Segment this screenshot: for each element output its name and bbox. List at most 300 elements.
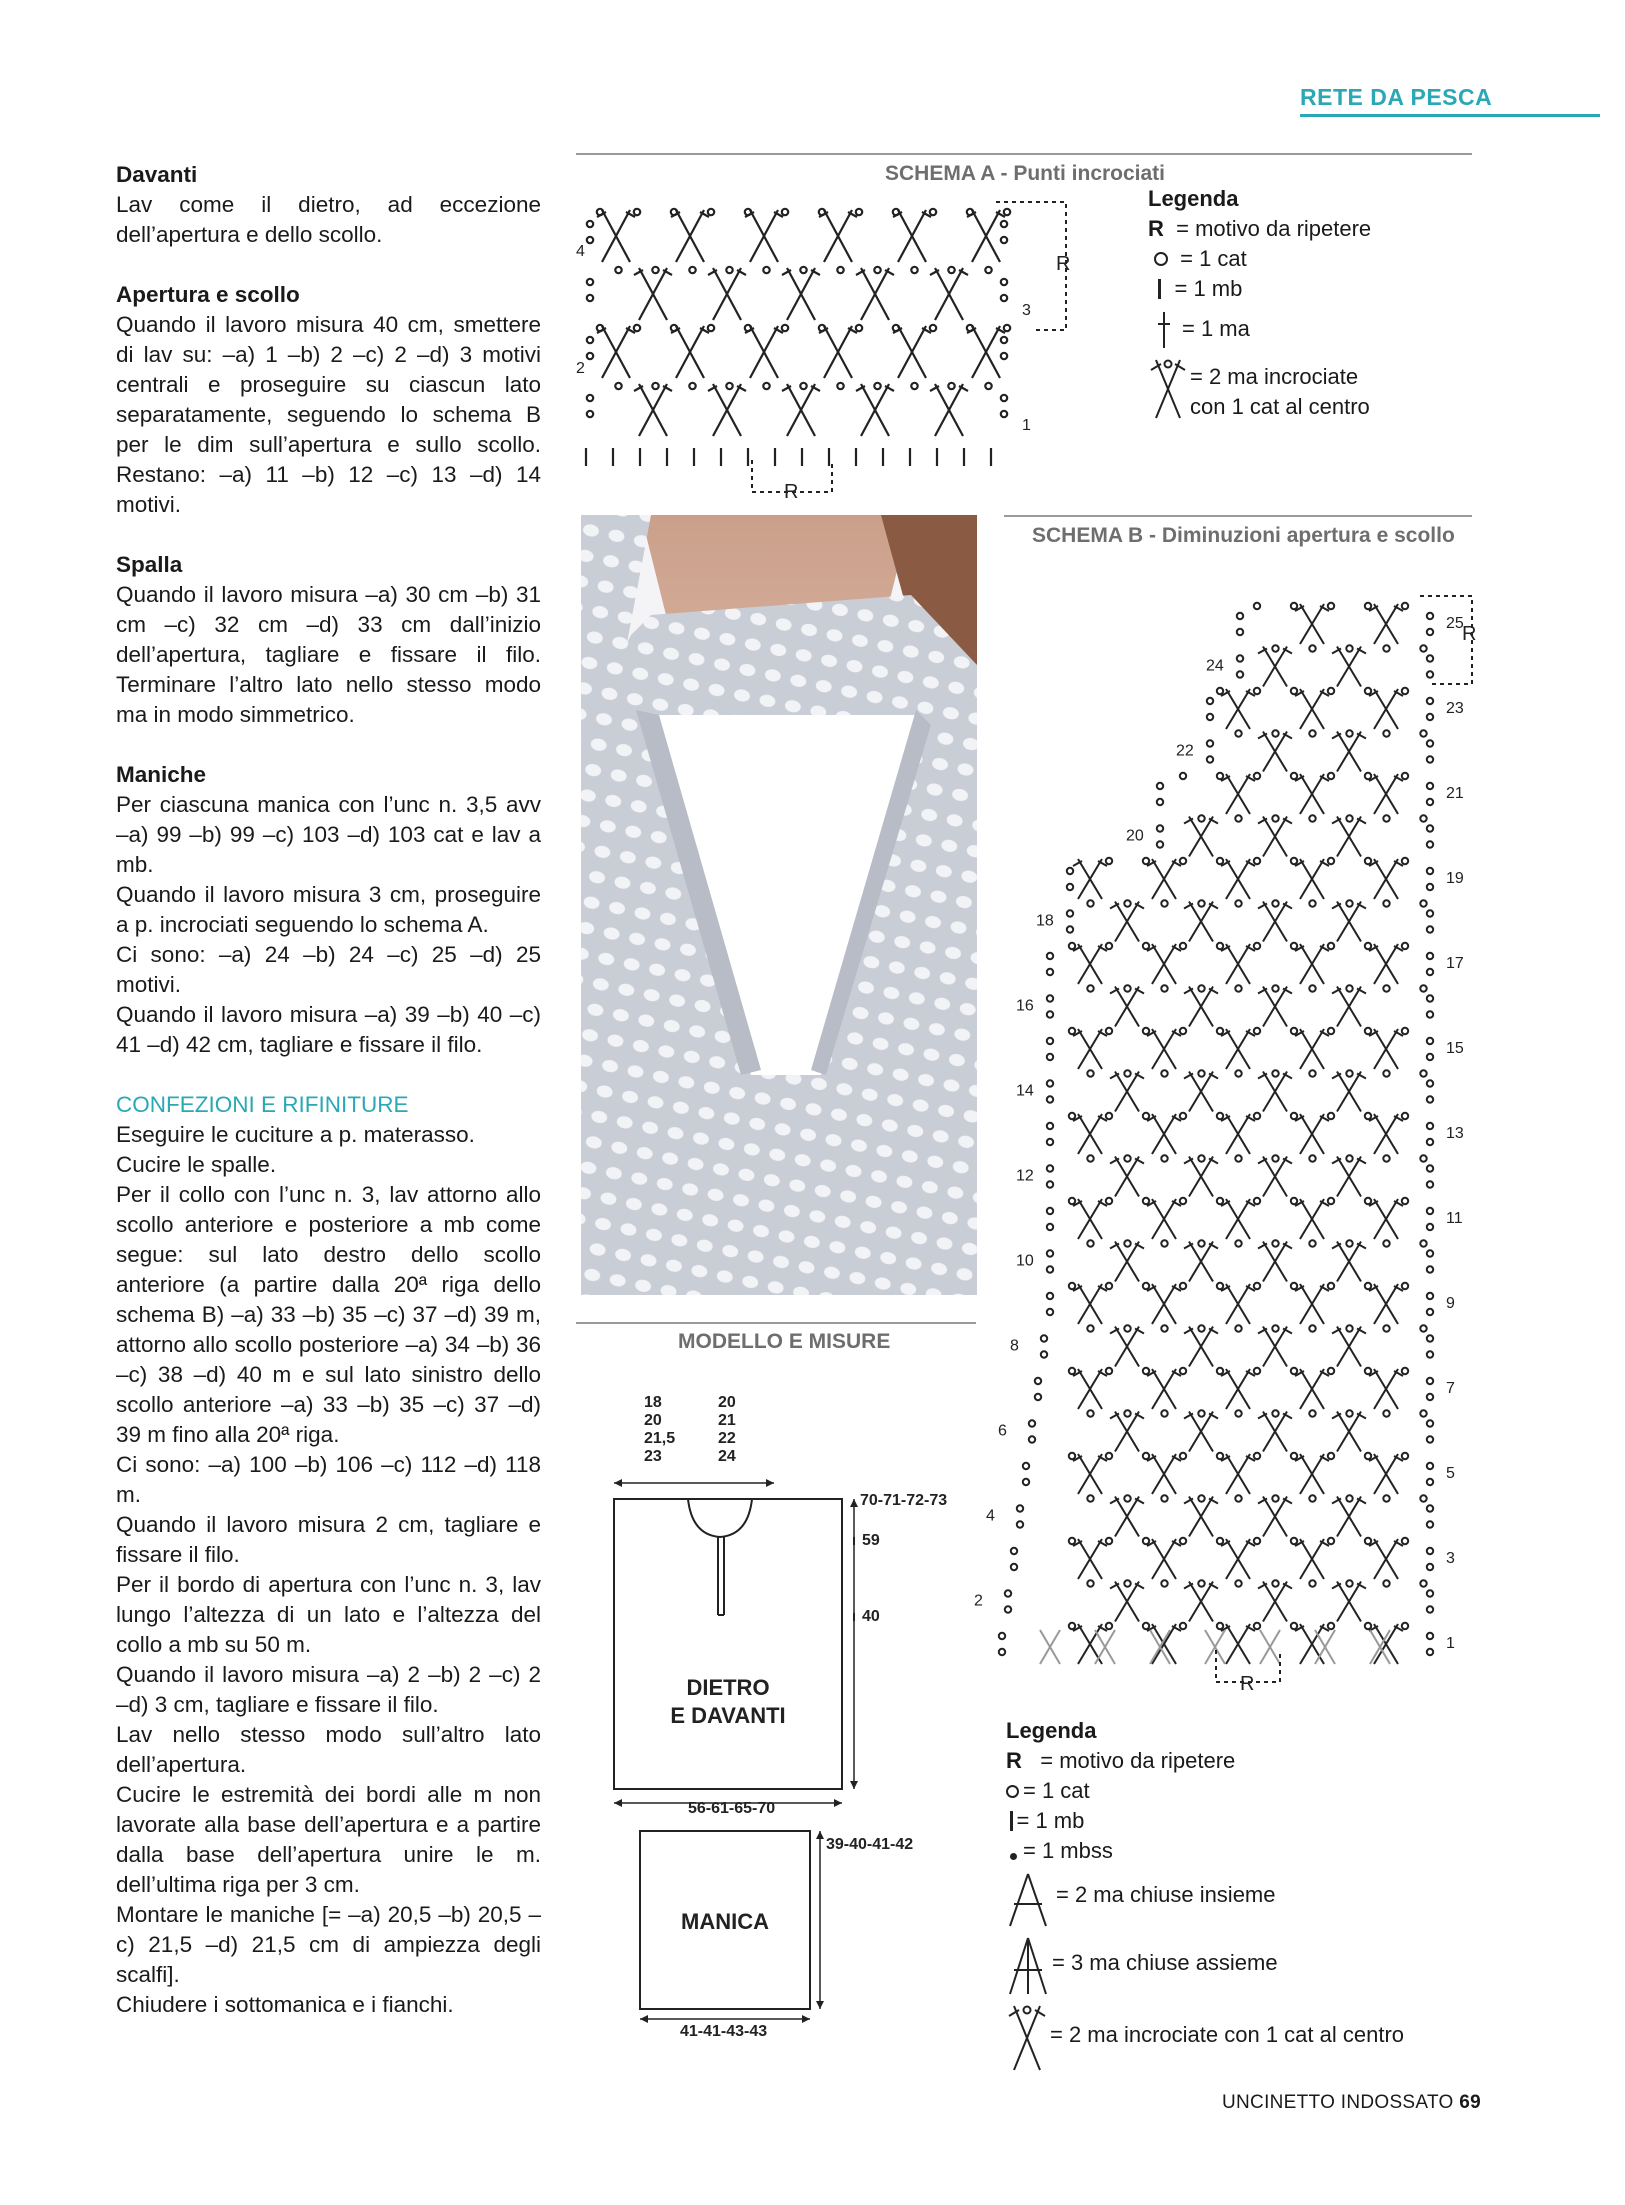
neck-measure: 20 xyxy=(644,1412,662,1429)
chain-symbol xyxy=(999,1633,1005,1639)
chain-symbol xyxy=(1106,1113,1112,1119)
chain-symbol xyxy=(1346,900,1352,906)
chain-symbol xyxy=(1272,730,1278,736)
neckline-shape xyxy=(688,1499,752,1537)
chain-symbol xyxy=(1023,1479,1029,1485)
foundation-stitch-symbol xyxy=(1150,1630,1170,1664)
chain-symbol xyxy=(930,325,936,331)
chain-symbol xyxy=(1365,858,1371,864)
chain-symbol xyxy=(1420,1240,1426,1246)
schema-b-rule xyxy=(1004,515,1472,517)
chain-symbol xyxy=(671,209,677,215)
chain-symbol xyxy=(1047,1054,1053,1060)
chain-symbol xyxy=(1365,1538,1371,1544)
chain-symbol xyxy=(1069,1453,1075,1459)
chain-symbol xyxy=(1124,1325,1130,1331)
chain-icon xyxy=(1154,252,1168,266)
chain-symbol xyxy=(1124,1155,1130,1161)
chain-symbol xyxy=(1427,1590,1433,1596)
crossed-stitch-symbol xyxy=(1073,1284,1107,1324)
crossed-stitch-symbol xyxy=(1369,1369,1403,1409)
chain-symbol xyxy=(689,267,695,273)
chain-symbol xyxy=(615,267,621,273)
legend-item xyxy=(1148,356,1390,422)
chain-symbol xyxy=(1161,1240,1167,1246)
schema-b-title: SCHEMA B - Diminuzioni apertura e scollo xyxy=(1032,524,1455,547)
chain-symbol xyxy=(1328,1198,1334,1204)
chain-symbol xyxy=(1254,1368,1260,1374)
chain-symbol xyxy=(1427,884,1433,890)
chain-symbol xyxy=(1420,1070,1426,1076)
chain-symbol xyxy=(1047,953,1053,959)
chain-symbol xyxy=(1427,926,1433,932)
chain-symbol xyxy=(1272,815,1278,821)
foundation-stitch-symbol xyxy=(1095,1630,1115,1664)
instructions-column xyxy=(116,160,541,2050)
chain-symbol xyxy=(1346,1495,1352,1501)
chain-symbol xyxy=(1106,1283,1112,1289)
chain-symbol xyxy=(652,383,658,389)
legend-text: = 1 mb xyxy=(1174,276,1243,301)
chain-symbol xyxy=(1328,1453,1334,1459)
chain-symbol xyxy=(1180,1453,1186,1459)
chain-symbol xyxy=(597,209,603,215)
neck-measure: 20 xyxy=(718,1394,736,1411)
chain-symbol xyxy=(1254,858,1260,864)
chain-symbol xyxy=(1328,1113,1334,1119)
chain-symbol xyxy=(1087,1580,1093,1586)
legend-item xyxy=(1006,1746,1404,1776)
chain-symbol xyxy=(819,325,825,331)
chain-symbol xyxy=(1365,1198,1371,1204)
chain-symbol xyxy=(1143,1453,1149,1459)
schema-b-row-number: 2 xyxy=(974,1592,983,1610)
davanti-text: Lav come il dietro, ad eccezione dell’apertura e dello scollo. xyxy=(116,192,541,247)
chain-symbol xyxy=(1161,1070,1167,1076)
chain-symbol xyxy=(1067,910,1073,916)
chain-symbol xyxy=(856,209,862,215)
legend-item xyxy=(1006,1934,1404,1996)
chain-symbol xyxy=(1427,953,1433,959)
crossed-stitch-symbol xyxy=(1221,1624,1255,1664)
chain-symbol xyxy=(856,325,862,331)
chain-symbol xyxy=(1427,1208,1433,1214)
chain-symbol xyxy=(1180,1198,1186,1204)
legend-text: = 1 mb xyxy=(1016,1808,1085,1833)
crossed-stitch-symbol xyxy=(1147,1114,1181,1154)
chain-symbol xyxy=(1198,900,1204,906)
chain-symbol xyxy=(1198,1580,1204,1586)
chain-symbol xyxy=(999,1649,1005,1655)
chain-symbol xyxy=(587,411,593,417)
chain-symbol xyxy=(1427,1351,1433,1357)
chain-symbol xyxy=(1346,985,1352,991)
crossed-stitch-icon xyxy=(1148,356,1188,420)
chain-symbol xyxy=(1420,645,1426,651)
chain-symbol xyxy=(1383,1070,1389,1076)
chain-symbol xyxy=(745,209,751,215)
confezioni-line: Cucire le spalle. xyxy=(116,1152,277,1177)
chain-symbol xyxy=(1217,773,1223,779)
chain-symbol xyxy=(1011,1564,1017,1570)
chain-symbol xyxy=(1291,1623,1297,1629)
chain-symbol xyxy=(1124,985,1130,991)
chain-symbol xyxy=(930,209,936,215)
crossed-stitch-icon xyxy=(1006,2002,1050,2072)
chain-symbol xyxy=(1198,1410,1204,1416)
legend-text: = 1 mbss xyxy=(1023,1838,1113,1863)
chain-symbol xyxy=(1420,815,1426,821)
chain-symbol xyxy=(1383,1495,1389,1501)
chain-symbol xyxy=(967,325,973,331)
schema-a-legend xyxy=(1148,184,1390,422)
chain-symbol xyxy=(1402,1453,1408,1459)
confezioni-line: Per il bordo di apertura con l’unc n. 3, lav lungo l’altezza di un lato e l’altezza del collo a mb su 50 m. xyxy=(116,1572,541,1657)
chain-symbol xyxy=(745,325,751,331)
legend-item xyxy=(1148,274,1390,304)
crossed-stitch-symbol xyxy=(1221,1114,1255,1154)
chain-symbol xyxy=(1029,1436,1035,1442)
apertura-section xyxy=(116,280,541,520)
crossed-stitch-symbol xyxy=(708,384,746,436)
chain-symbol xyxy=(1291,1283,1297,1289)
chain-symbol xyxy=(1346,1155,1352,1161)
chain-symbol xyxy=(1235,1240,1241,1246)
chain-symbol xyxy=(1235,1410,1241,1416)
chain-symbol xyxy=(1069,1198,1075,1204)
section-title: RETE DA PESCA xyxy=(1300,84,1493,110)
chain-symbol xyxy=(1365,943,1371,949)
chain-symbol xyxy=(1047,1181,1053,1187)
chain-symbol xyxy=(1346,730,1352,736)
chain-symbol xyxy=(1402,1283,1408,1289)
crossed-stitch-symbol xyxy=(1147,1539,1181,1579)
crossed-stitch-symbol xyxy=(745,210,783,262)
schema-b-diagram xyxy=(974,590,1500,1710)
chain-symbol xyxy=(1427,969,1433,975)
schema-b-row-number: 25 xyxy=(1446,615,1464,632)
crossed-stitch-symbol xyxy=(967,326,1005,378)
chain-symbol xyxy=(1087,1240,1093,1246)
chain-symbol xyxy=(1309,1410,1315,1416)
chain-symbol xyxy=(1427,1080,1433,1086)
neck-measure: 21 xyxy=(718,1412,736,1429)
chain-symbol xyxy=(1309,730,1315,736)
chain-symbol xyxy=(763,267,769,273)
chain-symbol xyxy=(1346,1410,1352,1416)
chain-symbol xyxy=(1180,1623,1186,1629)
crossed-stitch-symbol xyxy=(1073,859,1107,899)
schema-b-repeat-label-right: R xyxy=(1462,623,1477,645)
davanti-heading: Davanti xyxy=(116,162,198,187)
chain-symbol xyxy=(1161,985,1167,991)
chain-symbol xyxy=(1198,1240,1204,1246)
apertura-heading: Apertura e scollo xyxy=(116,282,300,307)
chain-symbol xyxy=(1328,858,1334,864)
chain-symbol xyxy=(1365,603,1371,609)
chain-symbol xyxy=(1161,1155,1167,1161)
chain-symbol xyxy=(1143,943,1149,949)
chain-symbol xyxy=(1328,688,1334,694)
crossed-stitch-symbol xyxy=(1073,1369,1107,1409)
chain-symbol xyxy=(1291,1538,1297,1544)
chain-symbol xyxy=(819,209,825,215)
foundation-stitch-symbol xyxy=(1260,1630,1280,1664)
legend-item xyxy=(1006,1870,1404,1928)
chain-symbol xyxy=(837,267,843,273)
chain-symbol xyxy=(1217,688,1223,694)
total-height-measure: 70-71-72-73 xyxy=(860,1492,948,1509)
chain-symbol xyxy=(1346,645,1352,651)
chain-symbol xyxy=(893,325,899,331)
chain-symbol xyxy=(1427,1293,1433,1299)
chain-symbol xyxy=(1427,1564,1433,1570)
chain-symbol xyxy=(1237,655,1243,661)
maniche-line: Quando il lavoro misura 3 cm, proseguire a p. incrociati seguendo lo schema A. xyxy=(116,882,541,937)
modello-title: MODELLO E MISURE xyxy=(678,1330,891,1353)
spalla-section xyxy=(116,550,541,730)
confezioni-heading: CONFEZIONI E RIFINITURE xyxy=(116,1092,409,1117)
neck-measure: 21,5 xyxy=(644,1430,676,1447)
chain-symbol xyxy=(1427,1165,1433,1171)
magazine-name: UNCINETTO INDOSSATO xyxy=(1222,2092,1454,2113)
crossed-stitch-symbol xyxy=(1369,689,1403,729)
chain-symbol xyxy=(1365,1623,1371,1629)
chain-symbol xyxy=(1069,1368,1075,1374)
schema-a-row-number: 4 xyxy=(576,243,585,260)
chain-symbol xyxy=(1047,1038,1053,1044)
chain-symbol xyxy=(1161,1325,1167,1331)
neck-measure: 24 xyxy=(718,1448,736,1465)
crossed-stitch-symbol xyxy=(634,384,672,436)
schema-b-row-number: 10 xyxy=(1016,1252,1034,1270)
chain-symbol xyxy=(1427,1250,1433,1256)
modello-rule xyxy=(576,1322,976,1324)
chain-symbol xyxy=(1041,1335,1047,1341)
chain-symbol xyxy=(1427,1649,1433,1655)
chain-symbol xyxy=(634,209,640,215)
sleeve-width-measure: 41-41-43-43 xyxy=(680,2023,768,2040)
chain-symbol xyxy=(1254,943,1260,949)
crossed-stitch-symbol xyxy=(1073,1199,1107,1239)
crossed-stitch-symbol xyxy=(708,268,746,320)
chain-symbol xyxy=(1383,1240,1389,1246)
chain-symbol xyxy=(689,383,695,389)
chain-symbol xyxy=(1047,1293,1053,1299)
chain-symbol xyxy=(1124,1070,1130,1076)
chain-symbol xyxy=(587,279,593,285)
chain-symbol xyxy=(911,383,917,389)
slip-stitch-icon xyxy=(1010,1853,1017,1860)
crossed-stitch-symbol xyxy=(1369,1539,1403,1579)
chain-symbol xyxy=(1427,671,1433,677)
chain-symbol xyxy=(1272,1580,1278,1586)
chain-symbol xyxy=(1309,900,1315,906)
chain-symbol xyxy=(874,267,880,273)
crossed-stitch-symbol xyxy=(1073,1114,1107,1154)
chain-symbol xyxy=(1161,1580,1167,1586)
chain-symbol xyxy=(1143,1283,1149,1289)
crossed-stitch-symbol xyxy=(1147,1284,1181,1324)
chain-symbol xyxy=(985,267,991,273)
chain-symbol xyxy=(1124,900,1130,906)
chain-symbol xyxy=(1427,1633,1433,1639)
garment-photo xyxy=(581,515,977,1295)
chain-symbol xyxy=(1047,1165,1053,1171)
chain-symbol xyxy=(837,383,843,389)
confezioni-line: Montare le maniche [= –a) 20,5 –b) 20,5 –c) 21,5 –d) 21,5 cm di ampiezza degli scalfi]. xyxy=(116,1902,541,1987)
chain-symbol xyxy=(1087,1070,1093,1076)
chain-symbol xyxy=(1328,773,1334,779)
crossed-stitch-symbol xyxy=(856,268,894,320)
chain-symbol xyxy=(1328,1028,1334,1034)
crossed-stitch-symbol xyxy=(1147,1029,1181,1069)
chain-symbol xyxy=(1157,825,1163,831)
chain-symbol xyxy=(1427,740,1433,746)
chain-symbol xyxy=(1143,1028,1149,1034)
chain-symbol xyxy=(1427,1378,1433,1384)
chain-symbol xyxy=(1106,943,1112,949)
chain-symbol xyxy=(1001,295,1007,301)
chain-symbol xyxy=(1328,943,1334,949)
chain-symbol xyxy=(1365,1283,1371,1289)
chain-symbol xyxy=(1420,900,1426,906)
schema-b-repeat-label: R xyxy=(1240,1673,1255,1695)
confezioni-section xyxy=(116,1090,541,2020)
maniche-line: Quando il lavoro misura –a) 39 –b) 40 –c) 41 –d) 42 cm, tagliare e fissare il filo. xyxy=(116,1002,541,1057)
chain-symbol xyxy=(1087,1325,1093,1331)
chain-symbol xyxy=(634,325,640,331)
chain-symbol xyxy=(1427,1479,1433,1485)
chain-symbol xyxy=(1001,237,1007,243)
chain-symbol xyxy=(1427,1181,1433,1187)
chain-symbol xyxy=(1272,1240,1278,1246)
chain-symbol xyxy=(1254,1538,1260,1544)
crossed-stitch-symbol xyxy=(1221,944,1255,984)
schema-b-row-number: 14 xyxy=(1016,1082,1034,1100)
chain-symbol xyxy=(800,267,806,273)
treble-crochet-icon xyxy=(1152,310,1176,350)
chain-symbol xyxy=(1017,1505,1023,1511)
crossed-stitch-symbol xyxy=(1369,944,1403,984)
chain-symbol xyxy=(1254,1453,1260,1459)
single-crochet-icon xyxy=(1158,279,1161,299)
chain-symbol xyxy=(1198,815,1204,821)
chain-symbol xyxy=(782,209,788,215)
crossed-stitch-symbol xyxy=(1295,1284,1329,1324)
chain-symbol xyxy=(1217,1368,1223,1374)
schema-b-row-number: 17 xyxy=(1446,955,1464,972)
chain-symbol xyxy=(1309,645,1315,651)
chain-symbol xyxy=(1207,756,1213,762)
schema-b-row-number: 20 xyxy=(1126,827,1144,845)
crossed-stitch-symbol xyxy=(1073,1539,1107,1579)
chain-symbol xyxy=(1346,1325,1352,1331)
crossed-stitch-symbol xyxy=(1369,1454,1403,1494)
chain-symbol xyxy=(652,267,658,273)
chain-symbol xyxy=(1001,221,1007,227)
model-wearing-top-image xyxy=(581,515,977,1295)
chain-symbol xyxy=(1328,1283,1334,1289)
chain-symbol xyxy=(1237,671,1243,677)
crossed-stitch-symbol xyxy=(1221,859,1255,899)
chain-symbol xyxy=(1402,603,1408,609)
schema-a-diagram xyxy=(576,190,1096,510)
chain-symbol xyxy=(1365,1368,1371,1374)
schema-b-row-number: 15 xyxy=(1446,1040,1464,1057)
chain-symbol xyxy=(1161,1410,1167,1416)
chain-symbol xyxy=(1087,900,1093,906)
chain-symbol xyxy=(1420,1580,1426,1586)
spalla-text: Quando il lavoro misura –a) 30 cm –b) 31 cm –c) 32 cm –d) 33 cm dall’inizio dell’apertura, tagliare e fissare il filo. Terminare l’altro lato nello stesso modo ma in modo simmetrico. xyxy=(116,582,541,727)
chain-symbol xyxy=(1198,1070,1204,1076)
chain-symbol xyxy=(1420,1495,1426,1501)
chain-symbol xyxy=(1365,688,1371,694)
chain-symbol xyxy=(1235,1495,1241,1501)
chain-symbol xyxy=(1427,756,1433,762)
chain-symbol xyxy=(1047,1224,1053,1230)
chain-symbol xyxy=(1106,1028,1112,1034)
chain-symbol xyxy=(1106,1623,1112,1629)
chain-symbol xyxy=(1254,773,1260,779)
chain-symbol xyxy=(1309,1240,1315,1246)
body-label: E DAVANTI xyxy=(670,1703,786,1728)
crossed-stitch-symbol xyxy=(1221,774,1255,814)
chain-symbol xyxy=(1106,858,1112,864)
chain-symbol xyxy=(1217,858,1223,864)
body-width-measure: 56-61-65-70 xyxy=(688,1800,776,1817)
crossed-stitch-symbol xyxy=(1147,1199,1181,1239)
chain-symbol xyxy=(967,209,973,215)
crossed-stitch-symbol xyxy=(1295,604,1329,644)
schema-a-repeat-label: R xyxy=(784,481,799,503)
chain-symbol xyxy=(1291,1028,1297,1034)
chain-symbol xyxy=(1143,858,1149,864)
chain-symbol xyxy=(1402,1538,1408,1544)
crossed-stitch-symbol xyxy=(1147,1369,1181,1409)
chain-symbol xyxy=(985,383,991,389)
crossed-stitch-symbol xyxy=(1221,1454,1255,1494)
chain-symbol xyxy=(1198,1155,1204,1161)
crossed-stitch-symbol xyxy=(930,268,968,320)
chain-symbol xyxy=(1402,688,1408,694)
chain-symbol xyxy=(1087,1495,1093,1501)
apertura-text: Quando il lavoro misura 40 cm, smettere di lav su: –a) 1 –b) 2 –c) 2 –d) 3 motivi centrali e proseguire su ciascun lato separatamente, seguendo lo schema B per le dim sull’apertura e sullo scollo. Restano: –a) 11 –b) 12 –c) 13 –d) 14 motivi. xyxy=(116,312,541,517)
chain-symbol xyxy=(1198,1495,1204,1501)
chain-symbol xyxy=(1254,688,1260,694)
chain-symbol xyxy=(587,221,593,227)
chain-symbol xyxy=(1427,1139,1433,1145)
chain-symbol xyxy=(1309,1495,1315,1501)
chain-symbol xyxy=(1328,603,1334,609)
chain-symbol xyxy=(1217,1623,1223,1629)
chain-symbol xyxy=(1309,815,1315,821)
chain-symbol xyxy=(1069,1538,1075,1544)
chain-symbol xyxy=(597,325,603,331)
chain-symbol xyxy=(708,325,714,331)
chain-symbol xyxy=(1001,411,1007,417)
chain-symbol xyxy=(948,383,954,389)
chain-symbol xyxy=(1427,1309,1433,1315)
chain-symbol xyxy=(1180,858,1186,864)
schema-b-row-number: 1 xyxy=(1446,1635,1455,1652)
legend-item xyxy=(1148,310,1390,350)
legend-text: = 2 ma incrociate con 1 cat al centro xyxy=(1190,364,1370,419)
chain-symbol xyxy=(1291,1198,1297,1204)
chain-symbol xyxy=(1291,603,1297,609)
crossed-stitch-symbol xyxy=(1221,1369,1255,1409)
chain-symbol xyxy=(1272,985,1278,991)
